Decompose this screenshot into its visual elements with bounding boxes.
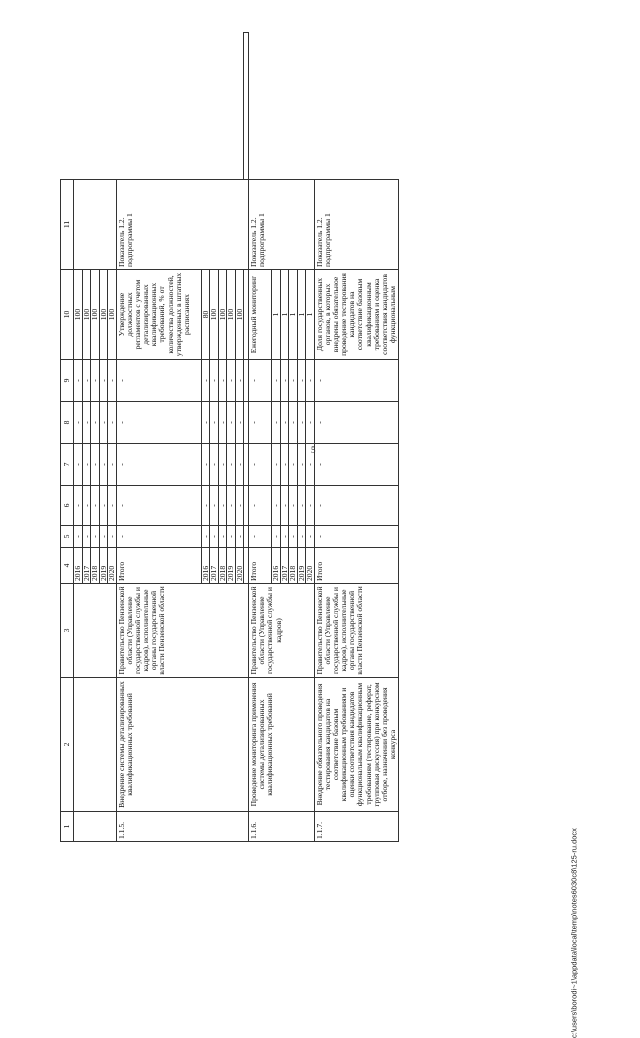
year-cell: 2016 — [272, 548, 281, 584]
year-cell: 2018 — [91, 548, 100, 584]
indicator-value: 1 — [289, 270, 298, 360]
table-row: 2017 - - - - - 100 — [82, 33, 91, 842]
executor: Правительство Пензенской области (Управление государственной службы и кадров), исполнительные органы государственной власти Пензенской области — [314, 584, 399, 678]
table-row: 2018 - - - - - 100 — [218, 33, 227, 842]
col-header: 1 — [61, 812, 74, 842]
executor: Правительство Пензенской области (Управление государственной службы и кадров), исполнительные органы государственной власти Пензенской области — [116, 584, 249, 678]
year-cell: 2020 — [235, 548, 244, 584]
measure-name: Внедрение системы детализированных квалификационных требований — [116, 678, 249, 812]
indicator-value: 100 — [227, 270, 236, 360]
col-header: 6 — [61, 486, 74, 526]
row-number: 1.1.6. — [249, 812, 315, 842]
measure-name: Внедрение обязательного проведения тестирования кандидатов на соответствие базовым квалификационным требованиям и оценки соответствия кандидатов функциональным квалификационным требованиям (тестирование, реферат, групповая дискуссия) при конкурсном отборе, назначении без проведения конкурса — [314, 678, 399, 812]
table-row: 2017 - - - - - 100 — [210, 33, 219, 842]
table-row: 2018 - - - - - 100 — [91, 33, 100, 842]
indicator-value: 1 — [280, 270, 289, 360]
table-row: 1.1.6. Проведение мониторинга применения системы детализированных квалификационных требований Правительство Пензенской области (Управление государственной службы и кадров) Итого - - - - - Ежегодный мониторинг Показатель 1.2. подпрограммы 1 — [249, 33, 272, 842]
table-row: 1.1.5. Внедрение системы детализированных квалификационных требований Правительство Пензенской области (Управление государственной службы и кадров), исполнительные органы государственной власти Пензенской области Итого - - - - - Утверждение должностных регламентов с учетом детализированных квалификационных требований, % от количества должностей, утвержденных в штатных расписаниях Показатель 1.2. подпрограммы 1 — [116, 33, 201, 842]
table-area — [60, 32, 530, 842]
indicator-value: 100 — [218, 270, 227, 360]
indicator-text: Утверждение должностных регламентов с учетом детализированных квалификационных требований, % от количества должностей, утвержденных в штатных расписаниях — [116, 270, 201, 360]
table-row: 2020 - - - - - 1 — [306, 33, 315, 842]
indicator-value: 100 — [99, 270, 108, 360]
col-header: 5 — [61, 526, 74, 548]
year-cell: 2019 — [99, 548, 108, 584]
year-cell: 2017 — [280, 548, 289, 584]
table-row: 2016 - - - - - 100 — [74, 33, 83, 842]
row-number: 1.1.7. — [314, 812, 399, 842]
year-cell: 2018 — [289, 548, 298, 584]
total-label: Итого — [249, 548, 272, 584]
col-header: 10 — [61, 270, 74, 360]
table-row: 2019 - - - - - 1 — [297, 33, 306, 842]
year-cell: 2016 — [201, 548, 210, 584]
col-header: 11 — [61, 180, 74, 270]
indicator-value: 1 — [297, 270, 306, 360]
indicator-value: 100 — [91, 270, 100, 360]
indicator-reference: Показатель 1.2. подпрограммы 1 — [116, 180, 249, 270]
row-number: 1.1.5. — [116, 812, 249, 842]
col-header: 4 — [61, 548, 74, 584]
total-label: Итого — [314, 548, 399, 584]
table-row: 2018 - - - - - 1 — [289, 33, 298, 842]
year-cell: 2017 — [82, 548, 91, 584]
col-header: 7 — [61, 444, 74, 486]
executor: Правительство Пензенской области (Управление государственной службы и кадров) — [249, 584, 315, 678]
indicator-value: 100 — [210, 270, 219, 360]
table-row: 2020 - - - - - 100 — [108, 33, 117, 842]
year-cell: 2018 — [218, 548, 227, 584]
indicator-reference: Показатель 1.2. подпрограммы 1 — [249, 180, 315, 270]
year-cell: 2020 — [108, 548, 117, 584]
table-row: 2020 - - - - - 100 — [235, 33, 244, 842]
measure-name: Проведение мониторинга применения системы детализированных квалификационных требований — [249, 678, 315, 812]
indicator-value: 1 — [306, 270, 315, 360]
table-row: 2016 - - - - - 80 — [201, 33, 210, 842]
indicator-value: 100 — [108, 270, 117, 360]
col-header: 2 — [61, 678, 74, 812]
year-cell: 2019 — [227, 548, 236, 584]
indicator-text: Доля государственных органов, в которых внедрены обязательное проведение тестирования кандидатов на соответствие базовым квалификационным требованиям и оценка соответствия кандидатов функциональным — [314, 270, 399, 360]
table-row: 2019 - - - - - 100 — [99, 33, 108, 842]
table-row: 2017 - - - - - 1 — [280, 33, 289, 842]
col-header: 9 — [61, 360, 74, 402]
indicator-value: 100 — [235, 270, 244, 360]
header-row — [61, 33, 74, 842]
year-cell: 2020 — [306, 548, 315, 584]
indicator-value: 1 — [272, 270, 281, 360]
table-row: 2019 - - - - - 100 — [227, 33, 236, 842]
year-cell: 2017 — [210, 548, 219, 584]
page-number: 5 — [311, 445, 316, 455]
year-cell: 2016 — [74, 548, 83, 584]
total-label: Итого — [116, 548, 201, 584]
indicator-value: 100 — [74, 270, 83, 360]
col-header: 3 — [61, 584, 74, 678]
indicator-value: 100 — [82, 270, 91, 360]
col-header: 8 — [61, 402, 74, 444]
indicator-value: 80 — [201, 270, 210, 360]
program-table — [60, 32, 399, 842]
rotated-table — [60, 32, 530, 842]
indicator-reference: Показатель 1.2. подпрограммы 1 — [314, 180, 399, 270]
indicator-text: Ежегодный мониторинг — [249, 270, 272, 360]
table-row: 1.1.7. Внедрение обязательного проведения тестирования кандидатов на соответствие базовым квалификационным требованиям и оценки соответствия кандидатов функциональным квалификационным требованиям (тестирование, реферат, групповая дискуссия) при конкурсном отборе, назначении без проведения конкурса Правительство Пензенской области (Управление государственной службы и кадров), исполнительные органы государственной власти Пензенской области Итого - - - - - Доля государственных органов, в которых внедрены обязательное проведение тестирования кандидатов на соответствие базовым квалификационным требованиям и оценка соответствия кандидатов функциональным Показатель 1.2. подпрограммы 1 — [314, 33, 399, 842]
table-row: 2016 - - - - - 1 — [272, 33, 281, 842]
year-cell: 2019 — [297, 548, 306, 584]
file-path-footer: c:\users\borodi~1\appdata\local\temp\notes6030c8\125-ru.docx — [569, 828, 579, 1038]
